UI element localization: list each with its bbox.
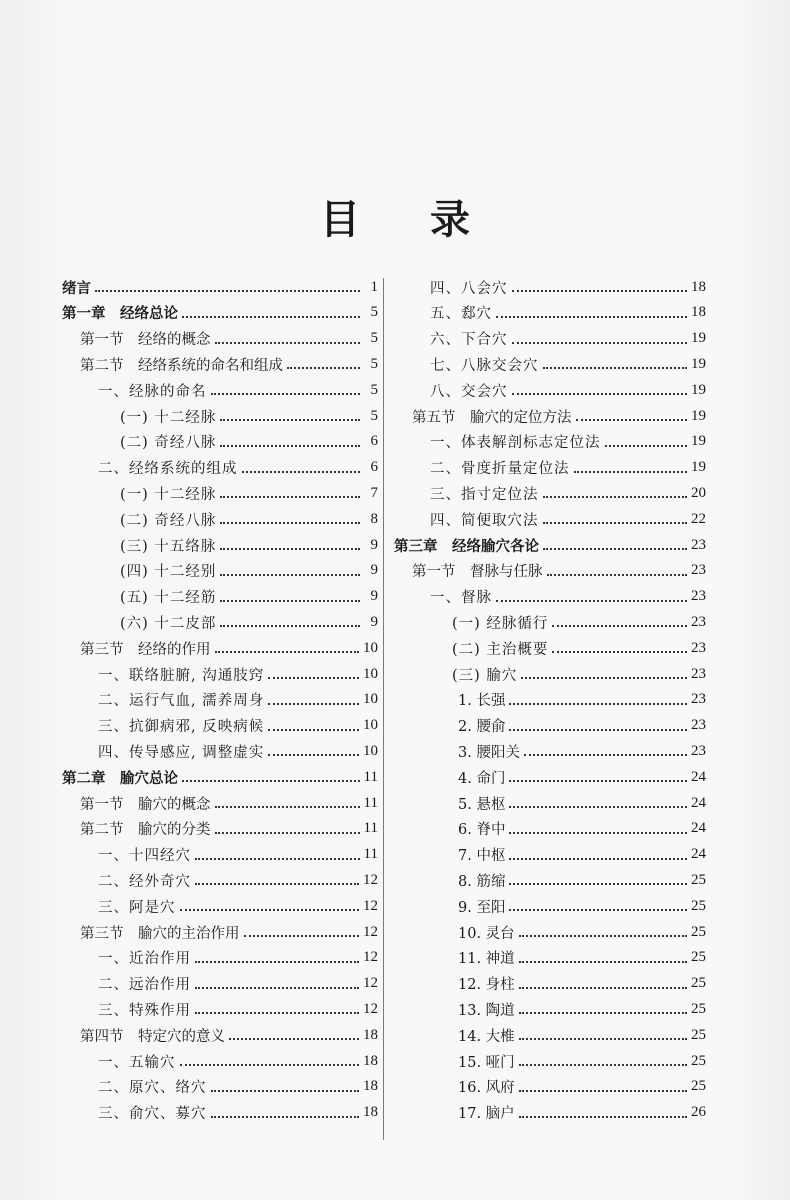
toc-entry [62,326,378,352]
toc-entry-page: 8 [370,510,378,527]
toc-entry-page: 1 [370,278,378,295]
toc-entry [394,1074,706,1100]
toc-entry [62,842,378,868]
toc-entry-label: 六、下合穴 [430,332,508,349]
toc-entry-label: (二) 主治概要 [452,641,549,658]
toc-entry-page: 19 [691,407,706,424]
toc-entry [62,867,378,893]
toc-entry-page: 12 [363,897,378,914]
toc-entry-label: 一、十四经穴 [98,848,191,865]
dot-leader [512,278,688,292]
toc-entry-page: 25 [691,1078,706,1095]
dot-leader [242,459,361,473]
toc-entry [62,945,378,971]
toc-entry-page: 18 [691,304,706,321]
toc-entry [62,635,378,661]
toc-entry [394,403,706,429]
dot-leader [211,1104,360,1118]
dot-leader [521,665,687,679]
dot-leader [576,407,688,421]
toc-entry [394,455,706,481]
toc-entry [394,558,706,584]
dot-leader [509,794,687,808]
toc-entry-label: 绪言 [62,280,91,297]
toc-entry-page: 19 [691,355,706,372]
toc-entry-label: 第二章 腧穴总论 [62,770,178,787]
toc-entry-page: 20 [691,484,706,501]
dot-leader [220,510,360,524]
toc-entry [62,893,378,919]
toc-entry-label: 第三节 腧穴的主治作用 [80,925,240,942]
dot-leader [268,691,359,705]
toc-entry-page: 5 [370,355,378,372]
toc-entry-label: 第二节 经络系统的命名和组成 [80,357,283,374]
toc-entry-label: 一、五输穴 [98,1054,176,1071]
toc-entry-page: 11 [363,794,378,811]
dot-leader [220,484,360,498]
toc-entry [394,971,706,997]
toc-entry-label: 二、经络系统的组成 [98,461,238,478]
toc-entry-label: 七、八脉交会穴 [430,357,539,374]
dot-leader [268,717,359,731]
toc-entry [394,429,706,455]
toc-entry-label: 八、交会穴 [430,383,508,400]
dot-leader [519,1078,687,1092]
toc-entry [394,1100,706,1126]
toc-entry [394,532,706,558]
dot-leader [211,1078,360,1092]
dot-leader [519,975,687,989]
toc-entry-label: 四、简便取穴法 [430,512,539,529]
toc-entry-label: 16. 风府 [458,1080,515,1097]
dot-leader [244,923,360,937]
toc-entry-label: (一) 经脉循行 [452,615,549,632]
toc-entry-label: 二、运行气血, 濡养周身 [98,693,265,710]
toc-entry-page: 18 [363,1078,378,1095]
dot-leader [605,433,688,447]
dot-leader [195,846,360,860]
toc-entry-page: 23 [691,717,706,734]
toc-entry-page: 11 [363,768,378,785]
toc-entry-label: 第一节 经络的概念 [80,332,211,349]
toc-entry-page: 11 [363,820,378,837]
dot-leader [509,820,687,834]
toc-entry-page: 19 [691,459,706,476]
dot-leader [95,278,360,292]
toc-entry-label: 1. 长强 [458,693,506,710]
toc-entry-label: 10. 灵台 [458,925,515,942]
toc-entry [394,274,706,300]
dot-leader [287,355,360,369]
toc-entry-page: 23 [691,691,706,708]
toc-entry-page: 26 [691,1104,706,1121]
toc-entry [62,816,378,842]
toc-entry [62,506,378,532]
toc-entry [62,1022,378,1048]
dot-leader [519,1000,687,1014]
toc-entry-page: 9 [370,588,378,605]
toc-entry [394,945,706,971]
toc-entry-page: 10 [363,665,378,682]
toc-entry-label: 二、远治作用 [98,977,191,994]
toc-entry-page: 6 [370,459,378,476]
dot-leader [220,588,360,602]
toc-entry-label: (四) 十二经别 [120,564,217,581]
dot-leader [509,846,687,860]
toc-entry-page: 25 [691,923,706,940]
dot-leader [195,975,359,989]
toc-entry-label: 五、郄穴 [430,306,492,323]
toc-entry-page: 11 [363,846,378,863]
toc-entry [394,738,706,764]
toc-entry [62,274,378,300]
toc-entry-label: 8. 筋缩 [458,873,506,890]
dot-leader [220,536,360,550]
toc-entry [394,1048,706,1074]
toc-entry-page: 5 [370,381,378,398]
dot-leader [182,304,360,318]
toc-entry-label: 6. 脊中 [458,822,506,839]
toc-entry-label: (二) 奇经八脉 [120,435,217,452]
dot-leader [215,794,360,808]
toc-entry-label: (一) 十二经脉 [120,409,217,426]
toc-entry-label: 第一节 腧穴的概念 [80,796,211,813]
toc-entry [62,403,378,429]
toc-entry [394,842,706,868]
toc-entry-label: 17. 脑户 [458,1106,515,1123]
toc-entry [62,377,378,403]
dot-leader [519,949,687,963]
toc-entry-label: 15. 哑门 [458,1054,515,1071]
toc-entry-page: 12 [363,923,378,940]
dot-leader [220,613,360,627]
toc-entry-page: 12 [363,975,378,992]
toc-entry [394,713,706,739]
toc-entry-page: 24 [691,820,706,837]
toc-entry [62,584,378,610]
toc-entry-label: 第三节 经络的作用 [80,641,211,658]
toc-entry-page: 25 [691,949,706,966]
toc-entry-label: 12. 身柱 [458,977,515,994]
toc-entry-page: 5 [370,304,378,321]
toc-entry-page: 23 [691,536,706,553]
toc-entry-page: 12 [363,871,378,888]
dot-leader [543,484,688,498]
toc-entry-page: 23 [691,613,706,630]
toc-entry-page: 23 [691,588,706,605]
toc-entry-label: 三、阿是穴 [98,899,176,916]
toc-entry [394,480,706,506]
toc-entry-page: 23 [691,639,706,656]
toc-entry-label: 一、联络脏腑, 沟通肢窍 [98,667,265,684]
toc-entry-page: 22 [691,510,706,527]
toc-entry-label: (二) 奇经八脉 [120,512,217,529]
toc-entry-page: 25 [691,1026,706,1043]
toc-entry [394,584,706,610]
dot-leader [268,742,359,756]
toc-entry-page: 19 [691,433,706,450]
toc-entry-label: 一、督脉 [430,590,492,607]
toc-entry [62,1074,378,1100]
dot-leader [509,691,687,705]
toc-entry-page: 24 [691,846,706,863]
dot-leader [524,742,687,756]
toc-entry [394,764,706,790]
dot-leader [268,665,359,679]
dot-leader [220,433,360,447]
dot-leader [519,1026,687,1040]
dot-leader [496,304,687,318]
toc-entry-page: 7 [370,484,378,501]
toc-entry-page: 19 [691,330,706,347]
dot-leader [496,588,687,602]
toc-entry-label: 第一节 督脉与任脉 [412,564,543,581]
toc-entry-page: 25 [691,975,706,992]
toc-entry [62,996,378,1022]
dot-leader [543,536,687,550]
toc-entry-page: 19 [691,381,706,398]
toc-entry-label: 5. 悬枢 [458,796,506,813]
toc-entry [394,326,706,352]
dot-leader [220,562,360,576]
dot-leader [519,1104,687,1118]
toc-entry [62,1048,378,1074]
toc-entry-label: 第二节 腧穴的分类 [80,822,211,839]
dot-leader [547,562,688,576]
toc-entry [394,377,706,403]
dot-leader [180,897,360,911]
toc-entry-page: 9 [370,536,378,553]
toc-entry-label: 一、近治作用 [98,951,191,968]
toc-entry [394,661,706,687]
toc-entry [394,893,706,919]
toc-entry-label: 四、八会穴 [430,280,508,297]
toc-entry-label: 二、原穴、络穴 [98,1080,207,1097]
toc-entry-page: 24 [691,794,706,811]
toc-entry-page: 10 [363,717,378,734]
toc-entry [394,996,706,1022]
toc-entry-label: 13. 陶道 [458,1002,515,1019]
toc-entry-page: 6 [370,433,378,450]
toc-entry-page: 23 [691,742,706,759]
dot-leader [220,407,360,421]
toc-entry-label: 一、经脉的命名 [98,383,207,400]
dot-leader [195,871,359,885]
dot-leader [211,381,361,395]
toc-entry-label: 14. 大椎 [458,1028,515,1045]
toc-entry [62,300,378,326]
toc-entry-label: (一) 十二经脉 [120,486,217,503]
toc-entry-label: 第一章 经络总论 [62,306,178,323]
dot-leader [509,897,687,911]
toc-entry-label: 7. 中枢 [458,848,506,865]
dot-leader [195,1000,359,1014]
dot-leader [543,355,688,369]
toc-entry [62,971,378,997]
toc-entry [394,635,706,661]
toc-entry-page: 5 [370,330,378,347]
toc-entry-page: 23 [691,665,706,682]
toc-entry-page: 18 [363,1026,378,1043]
toc-entry-label: (五) 十二经筋 [120,590,217,607]
dot-leader [512,381,688,395]
toc-entry-page: 18 [363,1104,378,1121]
dot-leader [552,613,687,627]
toc-entry [62,687,378,713]
toc-entry [62,919,378,945]
dot-leader [543,510,688,524]
toc-entry [62,558,378,584]
toc-entry-page: 25 [691,897,706,914]
dot-leader [195,949,359,963]
toc-entry-page: 18 [363,1052,378,1069]
toc-entry-page: 25 [691,871,706,888]
toc-entry-page: 12 [363,1000,378,1017]
toc-entry-label: 4. 命门 [458,770,506,787]
toc-entry [62,738,378,764]
toc-entry-label: 三、抗御病邪, 反映病候 [98,719,265,736]
toc-entry [394,816,706,842]
dot-leader [215,639,360,653]
toc-entry-label: 11. 神道 [458,951,515,968]
toc-entry [62,1100,378,1126]
dot-leader [509,871,687,885]
toc-entry-label: (三) 腧穴 [452,667,518,684]
page-title: 目 录 [320,197,498,243]
toc-entry-page: 18 [691,278,706,295]
toc-entry-label: (三) 十五络脉 [120,538,217,555]
toc-entry-page: 9 [370,562,378,579]
toc-entry [62,429,378,455]
toc-entry-label: 三、俞穴、募穴 [98,1106,207,1123]
toc-entry-page: 10 [363,691,378,708]
toc-entry [62,790,378,816]
toc-entry-label: 第三章 经络腧穴各论 [394,538,539,555]
toc-entry [394,300,706,326]
toc-entry-label: 9. 至阳 [458,899,506,916]
dot-leader [509,768,687,782]
toc-entry [394,919,706,945]
dot-leader [180,1052,360,1066]
toc-entry [62,661,378,687]
column-divider [383,278,384,1140]
dot-leader [215,330,361,344]
toc-entry [62,713,378,739]
toc-entry [62,609,378,635]
dot-leader [229,1026,359,1040]
toc-entry-label: 2. 腰俞 [458,719,506,736]
toc-entry [62,455,378,481]
toc-entry-page: 25 [691,1000,706,1017]
toc-entry-label: 一、体表解剖标志定位法 [430,435,601,452]
dot-leader [552,639,687,653]
toc-entry [394,687,706,713]
toc-entry-label: 二、经外奇穴 [98,873,191,890]
toc-entry [62,351,378,377]
toc-entry [394,867,706,893]
toc-entry-page: 12 [363,949,378,966]
toc-entry [62,764,378,790]
toc-entry [394,351,706,377]
toc-entry-label: (六) 十二皮部 [120,615,217,632]
toc-entry-label: 二、骨度折量定位法 [430,461,570,478]
toc-entry-page: 25 [691,1052,706,1069]
toc-entry-label: 三、指寸定位法 [430,486,539,503]
dot-leader [182,768,360,782]
toc-entry-label: 第五节 腧穴的定位方法 [412,409,572,426]
toc-entry [62,480,378,506]
toc-entry-page: 9 [370,613,378,630]
toc-entry-page: 10 [363,742,378,759]
dot-leader [509,717,687,731]
toc-entry [394,609,706,635]
toc-entry-page: 24 [691,768,706,785]
toc-entry [394,790,706,816]
dot-leader [512,330,688,344]
toc-entry-label: 四、传导感应, 调整虚实 [98,744,265,761]
toc-entry-page: 5 [370,407,378,424]
toc-entry-label: 3. 腰阳关 [458,744,520,761]
toc-entry-label: 三、特殊作用 [98,1002,191,1019]
toc-entry-page: 23 [691,562,706,579]
dot-leader [574,459,688,473]
toc-entry [394,506,706,532]
toc-entry [394,1022,706,1048]
dot-leader [519,923,687,937]
toc-entry-label: 第四节 特定穴的意义 [80,1028,225,1045]
dot-leader [215,820,360,834]
toc-entry [62,532,378,558]
dot-leader [519,1052,687,1066]
toc-entry-page: 10 [363,639,378,656]
